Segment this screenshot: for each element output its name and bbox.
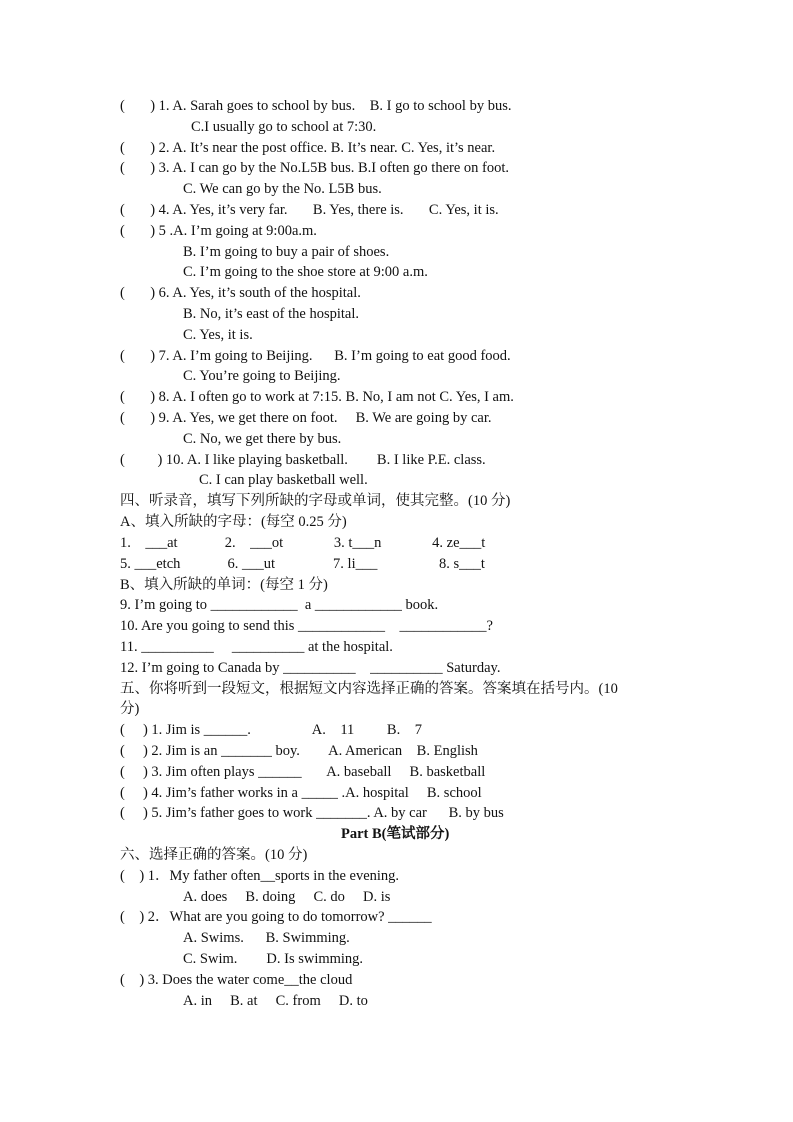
section5-heading: 五、你将听到一段短文，根据短文内容选择正确的答案。答案填在括号内。(10: [120, 681, 618, 697]
letters-row-1: 1. ___at 2. ___ot 3. t___n 4. ze___t: [120, 535, 486, 551]
q6-line: ( ) 6. A. Yes, it’s south of the hospital.: [120, 285, 361, 301]
section4-part-b: B、填入所缺的单词：(每空 1 分): [120, 577, 328, 593]
choice-q2: ( ) 2．What are you going to do tomorrow? ______: [120, 909, 432, 925]
q10-line: ( ) 10. A. I like playing basketball. B. I like P.E. class.: [120, 452, 486, 468]
q4-line: ( ) 4. A. Yes, it’s very far. B. Yes, there is. C. Yes, it is.: [120, 202, 499, 218]
choice-q2-options-ab: A. Swims. B. Swimming.: [183, 930, 350, 946]
listen-q2: ( ) 2. Jim is an _______ boy. A. American B. English: [120, 743, 478, 759]
q1-line: ( ) 1. A. Sarah goes to school by bus. B. I go to school by bus.: [120, 98, 512, 114]
q10-option-c: C. I can play basketball well.: [199, 472, 368, 488]
q8-line: ( ) 8. A. I often go to work at 7:15. B. No, I am not C. Yes, I am.: [120, 389, 514, 405]
q1-option-c: C.I usually go to school at 7:30.: [191, 119, 377, 135]
q6-option-b: B. No, it’s east of the hospital.: [183, 306, 359, 322]
section4-part-a: A、填入所缺的字母：(每空 0.25 分): [120, 514, 347, 530]
listen-q3: ( ) 3. Jim often plays ______ A. baseball B. basketball: [120, 764, 486, 780]
fill-10: 10. Are you going to send this ____________ ____________?: [120, 618, 493, 634]
section5-heading-cont: 分): [120, 701, 140, 717]
q5-line: ( ) 5 .A. I’m going at 9:00a.m.: [120, 223, 317, 239]
section4-heading: 四、听录音，填写下列所缺的字母或单词，使其完整。(10 分): [120, 493, 511, 509]
q6-option-c: C. Yes, it is.: [183, 327, 253, 343]
q7-option-c: C. You’re going to Beijing.: [183, 368, 341, 384]
choice-q3-options: A. in B. at C. from D. to: [183, 993, 368, 1009]
q3-option-c: C. We can go by the No. L5B bus.: [183, 181, 382, 197]
choice-q2-options-cd: C. Swim. D. Is swimming.: [183, 951, 364, 967]
q7-line: ( ) 7. A. I’m going to Beijing. B. I’m going to eat good food.: [120, 348, 511, 364]
listen-q4: ( ) 4. Jim’s father works in a _____ .A. hospital B. school: [120, 785, 482, 801]
letters-row-2: 5. ___etch 6. ___ut 7. li___ 8. s___t: [120, 556, 485, 572]
choice-q3: ( ) 3. Does the water come__the cloud: [120, 972, 353, 988]
choice-q1-options: A. does B. doing C. do D. is: [183, 889, 391, 905]
q9-line: ( ) 9. A. Yes, we get there on foot. B. We are going by car.: [120, 410, 492, 426]
fill-12: 12. I’m going to Canada by __________ __________ Saturday.: [120, 660, 501, 676]
listen-q1: ( ) 1. Jim is ______. A. 11 B. 7: [120, 722, 422, 738]
choice-q1: ( ) 1．My father often__sports in the evening.: [120, 868, 400, 884]
q3-line: ( ) 3. A. I can go by the No.L5B bus. B.I often go there on foot.: [120, 160, 510, 176]
q2-line: ( ) 2. A. It’s near the post office. B. It’s near. C. Yes, it’s near.: [120, 140, 496, 156]
fill-9: 9. I’m going to ____________ a ____________ book.: [120, 597, 439, 613]
section6-heading: 六、选择正确的答案。(10 分): [120, 847, 308, 863]
fill-11: 11. __________ __________ at the hospital.: [120, 639, 393, 655]
part-b-title: Part B(笔试部分): [341, 826, 450, 842]
q5-option-b: B. I’m going to buy a pair of shoes.: [183, 244, 390, 260]
listen-q5: ( ) 5. Jim’s father goes to work _______. A. by car B. by bus: [120, 805, 504, 821]
q9-option-c: C. No, we get there by bus.: [183, 431, 342, 447]
q5-option-c: C. I’m going to the shoe store at 9:00 a.m.: [183, 264, 428, 280]
